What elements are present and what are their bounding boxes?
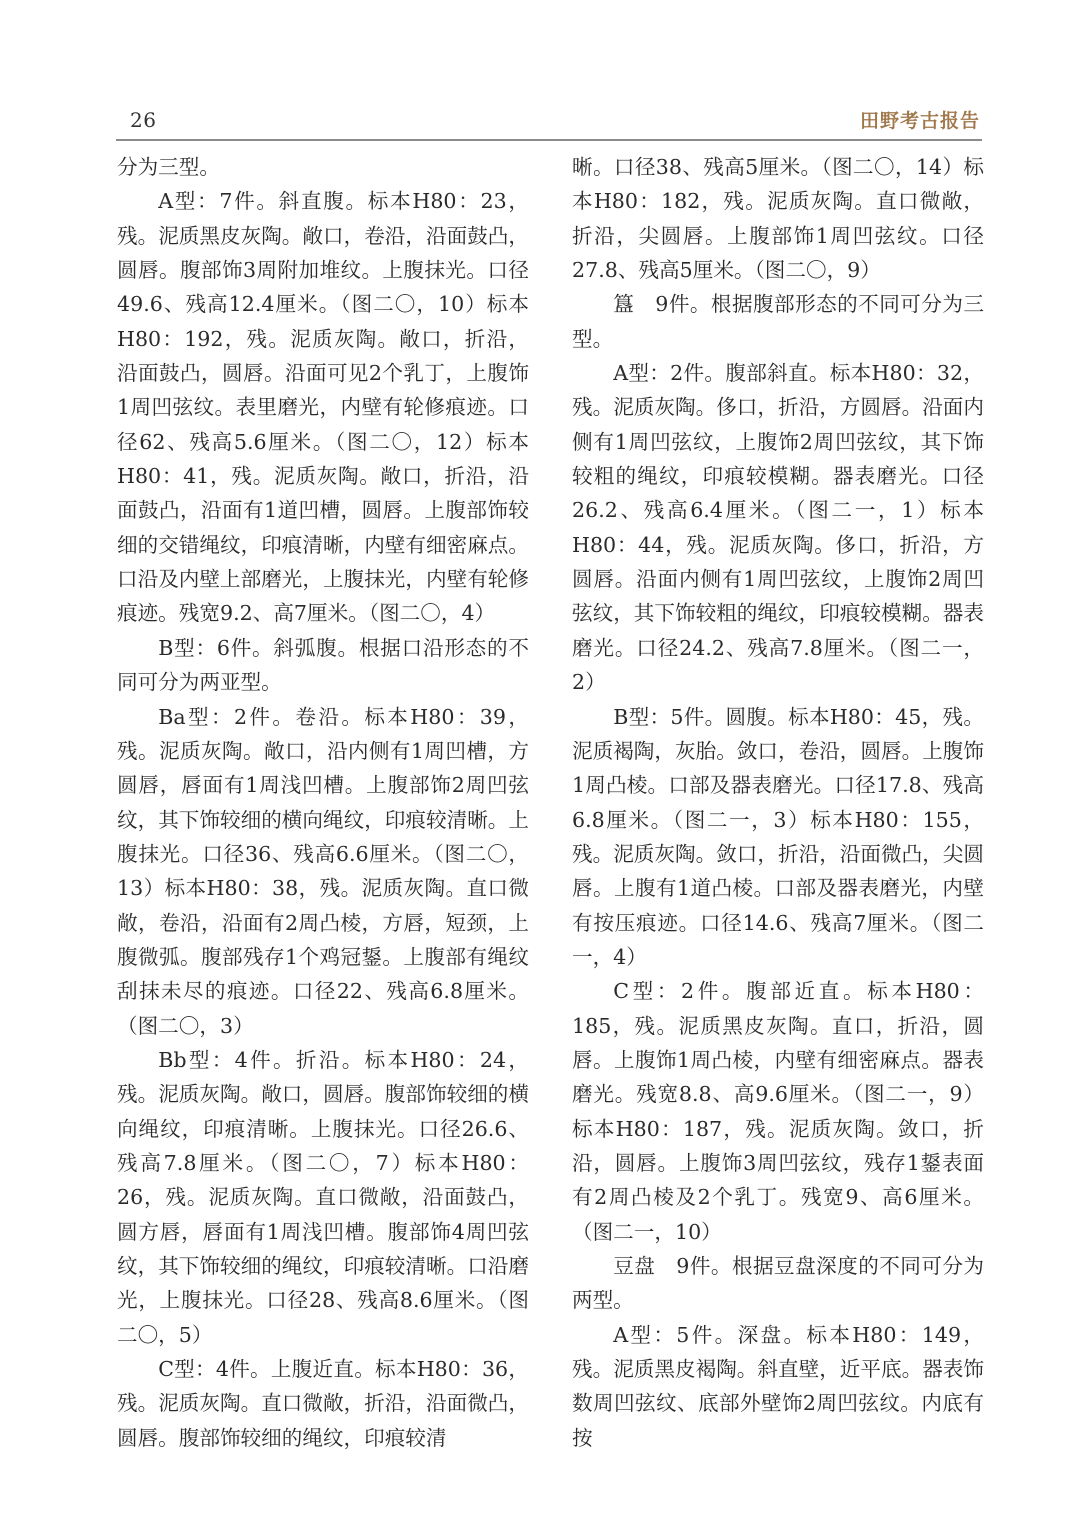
paragraph: 晰。口径38、残高5厘米。（图二〇，14）标本H80：182，残。泥质灰陶。直口微敞，折沿，尖圆唇。上腹部饰1周凹弦纹。口径27.8、残高5厘米。（图二〇，9）	[572, 155, 984, 283]
paragraph: B型：5件。圆腹。标本H80：45，残。泥质褐陶，灰胎。敛口，卷沿，圆唇。上腹饰1周凸棱。口部及器表磨光。口径17.8、残高6.8厘米。（图二一，3）标本H80：155，残。泥质灰陶。敛口，折沿，沿面微凸，尖圆唇。上腹有1道凸棱。口部及器表磨光，内壁有按压痕迹。口径14.6、残高7厘米。（图二一，4）	[572, 704, 984, 969]
header-divider	[116, 139, 982, 141]
paragraph: 豆盘 9件。根据豆盘深度的不同可分为两型。	[572, 1254, 984, 1313]
journal-title: 田野考古报告	[859, 110, 980, 132]
paragraph: A型：7件。斜直腹。标本H80：23，残。泥质黑皮灰陶。敞口，卷沿，沿面鼓凸，圆唇。腹部饰3周附加堆纹。上腹抹光。口径49.6、残高12.4厘米。（图二〇，10）标本H80：192，残。泥质灰陶。敞口，折沿，沿面鼓凸，圆唇。沿面可见2个乳丁，上腹饰1周凹弦纹。表里磨光，内壁有轮修痕迹。口径62、残高5.6厘米。（图二〇，12）标本H80：41，残。泥质灰陶。敞口，折沿，沿面鼓凸，沿面有1道凹槽，圆唇。上腹部饰较细的交错绳纹，印痕清晰，内壁有细密麻点。口沿及内壁上部磨光，上腹抹光，内壁有轮修痕迹。残宽9.2、高7厘米。（图二〇，4）	[117, 189, 529, 626]
paragraph: Ba型：2件。卷沿。标本H80：39，残。泥质灰陶。敞口，沿内侧有1周凹槽，方圆唇，唇面有1周浅凹槽。上腹部饰2周凹弦纹，其下饰较细的横向绳纹，印痕较清晰。上腹抹光。口径36、残高6.6厘米。（图二〇，13）标本H80：38，残。泥质灰陶。直口微敞，卷沿，沿面有2周凸棱，方唇，短颈，上腹微弧。腹部残存1个鸡冠鋬。上腹部有绳纹刮抹未尽的痕迹。口径22、残高6.8厘米。（图二〇，3）	[117, 704, 529, 1038]
paragraph: B型：6件。斜弧腹。根据口沿形态的不同可分为两亚型。	[117, 635, 529, 695]
left-column	[117, 150, 529, 1455]
paragraph: A型：5件。深盘。标本H80：149，残。泥质黑皮褐陶。斜直壁，近平底。器表饰数周凹弦纹、底部外壁饰2周凹弦纹。内底有按	[572, 1322, 984, 1450]
page-number: 26	[130, 108, 157, 132]
paragraph: 簋 9件。根据腹部形态的不同可分为三型。	[572, 292, 984, 351]
paragraph: C型：2件。腹部近直。标本H80：185，残。泥质黑皮灰陶。直口，折沿，圆唇。上腹饰1周凸棱，内壁有细密麻点。器表磨光。残宽8.8、高9.6厘米。（图二一，9）标本H80：187，残。泥质灰陶。敛口，折沿，圆唇。上腹饰3周凹弦纹，残存1鋬表面有2周凸棱及2个乳丁。残宽9、高6厘米。（图二一，10）	[572, 979, 984, 1244]
paragraph: C型：4件。上腹近直。标本H80：36，残。泥质灰陶。直口微敞，折沿，沿面微凸，圆唇。腹部饰较细的绳纹，印痕较清	[117, 1357, 529, 1450]
right-column	[572, 150, 984, 1455]
paragraph: 分为三型。	[117, 155, 220, 179]
paragraph: A型：2件。腹部斜直。标本H80：32，残。泥质灰陶。侈口，折沿，方圆唇。沿面内侧有1周凹弦纹，上腹饰2周凹弦纹，其下饰较粗的绳纹，印痕较模糊。器表磨光。口径26.2、残高6.4厘米。（图二一，1）标本H80：44，残。泥质灰陶。侈口，折沿，方圆唇。沿面内侧有1周凹弦纹，上腹饰2周凹弦纹，其下饰较粗的绳纹，印痕较模糊。器表磨光。口径24.2、残高7.8厘米。（图二一，2）	[572, 361, 984, 695]
paragraph: Bb型：4件。折沿。标本H80：24，残。泥质灰陶。敞口，圆唇。腹部饰较细的横向绳纹，印痕清晰。上腹抹光。口径26.6、残高7.8厘米。（图二〇，7）标本H80：26，残。泥质灰陶。直口微敞，沿面鼓凸，圆方唇，唇面有1周浅凹槽。腹部饰4周凹弦纹，其下饰较细的绳纹，印痕较清晰。口沿磨光，上腹抹光。口径28、残高8.6厘米。（图二〇，5）	[117, 1047, 529, 1347]
